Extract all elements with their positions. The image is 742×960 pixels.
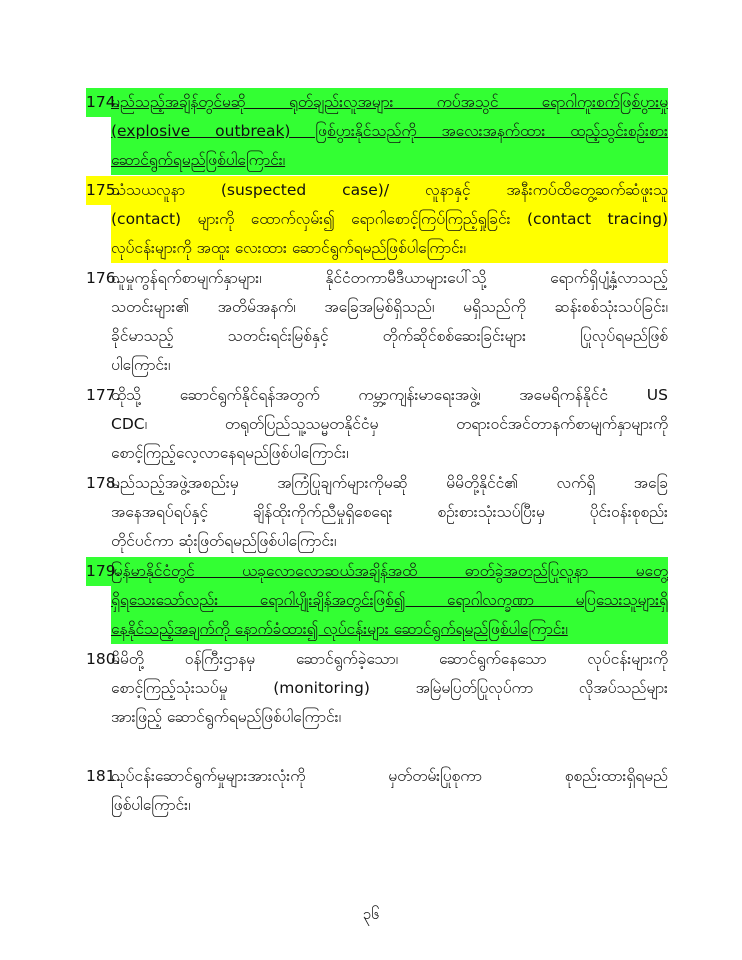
paragraph-line xyxy=(86,762,668,791)
page-number: ၃၆ xyxy=(362,905,380,923)
paragraph-line xyxy=(86,117,668,146)
paragraph-text: လုပ်ငန်းများကို အထူး လေးထား ဆောင်ရွက်ရမည်ဖြစ်ပါကြောင်း၊ xyxy=(111,239,466,257)
paragraph-line xyxy=(86,439,668,468)
paragraph-number: 181. xyxy=(86,767,121,785)
numbered-paragraph xyxy=(86,557,668,644)
numbered-paragraph xyxy=(86,176,668,263)
paragraph-text: မည်သည့်အချိန်တွင်မဆို ရုတ်ချည်းလူအများ ကပ်အသွင် ရောဂါကူးစက်ဖြစ်ပွားမှု xyxy=(111,93,668,111)
paragraph-text: တိုင်ပင်ကာ ဆုံးဖြတ်ရမည်ဖြစ်ပါကြောင်း၊ xyxy=(111,532,337,550)
numbered-paragraph xyxy=(86,264,668,380)
numbered-paragraph xyxy=(86,645,668,732)
paragraph-number: 175. xyxy=(86,181,121,199)
paragraph-line xyxy=(86,88,668,117)
numbered-paragraph xyxy=(86,88,668,175)
paragraph-number: 179. xyxy=(86,562,121,580)
paragraph-line xyxy=(86,469,668,498)
paragraph-line xyxy=(86,293,668,322)
paragraph-line xyxy=(86,557,668,586)
paragraph-line xyxy=(86,205,668,234)
paragraph-line xyxy=(86,586,668,615)
paragraph-text: အားဖြည့် ဆောင်ရွက်ရမည်ဖြစ်ပါကြောင်း၊ xyxy=(111,708,342,726)
paragraph-line xyxy=(86,791,668,820)
numbered-paragraph xyxy=(86,762,668,820)
paragraph-line xyxy=(86,645,668,674)
paragraph-text: မိမိတို့ ဝန်ကြီးဌာနမှ ဆောင်ရွက်ခဲ့သော၊ ဆောင်ရွက်နေသော လုပ်ငန်းများကို xyxy=(111,650,668,668)
numbered-paragraph xyxy=(86,381,668,468)
paragraph-text: ခိုင်မာသည့် သတင်းရင်းမြစ်နှင့် တိုက်ဆိုင်စစ်ဆေးခြင်းများ ပြုလုပ်ရမည်ဖြစ် xyxy=(111,327,668,345)
paragraph-line xyxy=(86,351,668,380)
paragraph-text: အနေအရပ်ရပ်နှင့် ချိန်ထိုးကိုက်ညီမှုရှိစေရေး စဉ်းစားသုံးသပ်ပြီးမှ ပိုင်းဝန်းစုစည်း xyxy=(111,503,668,521)
paragraph-text: သတင်းများ၏ အတိမ်အနက်၊ အခြေအမြစ်ရှိသည်၊ မရှိသည်ကို ဆန်းစစ်သုံးသပ်ခြင်း၊ xyxy=(111,298,668,316)
paragraph-line xyxy=(86,176,668,205)
paragraph-text: မည်သည့်အဖွဲ့အစည်းမှ အကြံပြုချက်များကိုမဆို မိမိတို့နိုင်ငံ၏ လက်ရှိ အခြေ xyxy=(111,474,668,492)
paragraph-text: စောင့်ကြည့်လေ့လာနေရမည်ဖြစ်ပါကြောင်း၊ xyxy=(111,444,349,462)
paragraph-text: ရှိရသေးသော်လည်း ရောဂါပျိုးချိန်အတွင်းဖြစ်၍ ရောဂါလက္ခဏာ မပြသေးသူများရှိ xyxy=(111,591,668,609)
paragraph-line xyxy=(86,527,668,556)
paragraph-line xyxy=(86,322,668,351)
paragraph-text: (contact) များကို ထောက်လှမ်း၍ ရောဂါစောင့်ကြပ်ကြည့်ရှုခြင်း (contact tracing) xyxy=(111,210,668,228)
paragraph-number: 178. xyxy=(86,474,121,492)
paragraph-line xyxy=(86,234,668,263)
paragraph-line xyxy=(86,498,668,527)
paragraph-text: CDC၊ တရုတ်ပြည်သူ့သမ္မတနိုင်ငံမှ တရားဝင်အင်တာနက်စာမျက်နှာများကို xyxy=(111,415,668,433)
paragraph-text: ပါကြောင်း၊ xyxy=(111,356,171,374)
paragraph-line xyxy=(86,674,668,703)
paragraph-number: 177. xyxy=(86,386,121,404)
paragraph-line xyxy=(86,615,668,644)
numbered-paragraph xyxy=(86,469,668,556)
paragraph-text: မြန်မာနိုင်ငံတွင် ယခုလောလောဆယ်အချိန်အထိ ဓာတ်ခွဲအတည်ပြုလူနာ မတွေ့ xyxy=(111,562,668,580)
paragraph-line xyxy=(86,703,668,732)
paragraph-number: 180. xyxy=(86,650,121,668)
paragraph-line xyxy=(86,146,668,175)
paragraph-text: လူမှုကွန်ရက်စာမျက်နှာများ၊ နိုင်ငံတကာမီဒီယာများပေါ်သို့ ရောက်ရှိပျံ့နှံ့လာသည့် xyxy=(111,269,668,287)
paragraph-text: ဆောင်ရွက်ရမည်ဖြစ်ပါကြောင်း၊ xyxy=(111,151,286,169)
paragraph-line xyxy=(86,410,668,439)
paragraph-line xyxy=(86,264,668,293)
paragraph-text: ဖြစ်ပါကြောင်း၊ xyxy=(111,796,191,814)
paragraph-text: သံသယလူနာ (suspected case)/ လူနာနှင့် အနီးကပ်ထိတွေ့ဆက်ဆံဖူးသူ xyxy=(111,181,668,199)
paragraph-number: 174. xyxy=(86,93,121,111)
paragraph-line xyxy=(86,381,668,410)
paragraph-text: ထိုသို့ ဆောင်ရွက်နိုင်ရန်အတွက် ကမ္ဘာ့ကျန်းမာရေးအဖွဲ့၊ အမေရိကန်နိုင်ငံ US xyxy=(111,386,668,404)
paragraph-text: (explosive outbreak) ဖြစ်ပွားနိုင်သည်ကို အလေးအနက်ထား ထည့်သွင်းစဉ်းစား xyxy=(111,122,668,140)
paragraph-text: စောင့်ကြည့်သုံးသပ်မှု (monitoring) အမြဲမပြတ်ပြုလုပ်ကာ လိုအပ်သည်များ xyxy=(111,679,668,697)
paragraph-text: နေနိုင်သည့်အချက်ကို နောက်ခံထား၍ လုပ်ငန်းများ ဆောင်ရွက်ရမည်ဖြစ်ပါကြောင်း၊ xyxy=(111,620,568,638)
paragraph-text: လုပ်ငန်းဆောင်ရွက်မှုများအားလုံးကို မှတ်တမ်းပြုစုကာ စုစည်းထားရှိရမည် xyxy=(111,767,668,785)
paragraph-number: 176. xyxy=(86,269,121,287)
